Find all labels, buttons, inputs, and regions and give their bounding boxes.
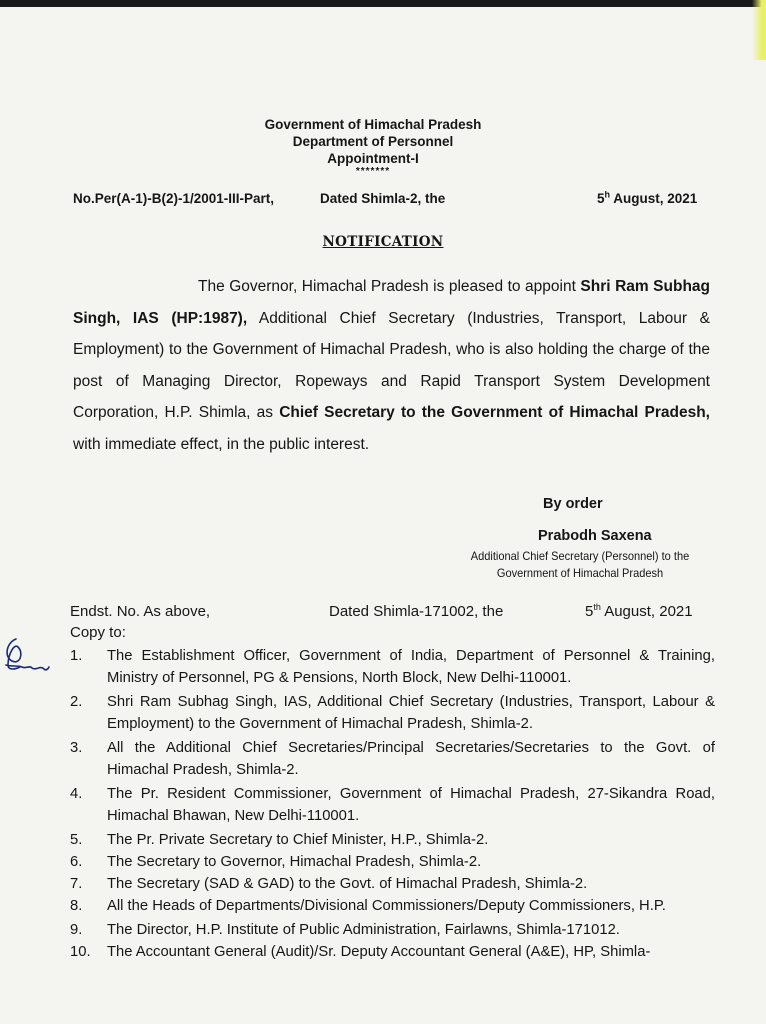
list-item — [70, 645, 715, 689]
list-item-number: 6. — [70, 854, 83, 870]
list-item-text: The Secretary to Governor, Himachal Pradesh, Shimla-2. — [107, 854, 482, 870]
signatory-name: Prabodh Saxena — [538, 528, 652, 544]
list-item-text: Shri Ram Subhag Singh, IAS, Additional Chief Secretary (Industries, Transport, Labour & Employment) to the Government of Himachal Pradesh, Shimla-2. — [107, 694, 715, 732]
endorsement-dated: Dated Shimla-171002, the — [329, 603, 504, 620]
letterhead — [200, 116, 546, 177]
list-item-text: All the Additional Chief Secretaries/Principal Secretaries/Secretaries to the Govt. of Himachal Pradesh, Shimla-2. — [107, 740, 715, 778]
list-item — [70, 919, 715, 941]
copy-to-label: Copy to: — [70, 624, 126, 641]
scan-edge — [0, 0, 766, 7]
list-item-number: 8. — [70, 898, 83, 914]
list-item-number: 5. — [70, 832, 83, 848]
list-item-text: The Secretary (SAD & GAD) to the Govt. of Himachal Pradesh, Shimla-2. — [107, 876, 588, 892]
by-order: By order — [543, 496, 603, 512]
highlight-mark — [752, 0, 766, 60]
govt-name: Government of Himachal Pradesh — [264, 117, 482, 132]
list-item — [70, 851, 715, 873]
list-item-text: The Director, H.P. Institute of Public Administration, Fairlawns, Shimla-171012. — [107, 922, 620, 938]
list-item-number: 10. — [70, 944, 91, 960]
list-item-text: The Pr. Resident Commissioner, Government of Himachal Pradesh, 27-Sikandra Road, Himachal Bhawan, New Delhi-110001. — [107, 786, 715, 824]
endorsement-date: 5th August, 2021 — [585, 602, 693, 620]
list-item — [70, 691, 715, 735]
list-item — [70, 895, 715, 917]
notification-body: The Governor, Himachal Pradesh is pleased to appoint Shri Ram Subhag Singh, IAS (HP:1987), Additional Chief Secretary (Industries, Transport, Labour & Employment) to the Government of Himachal Pradesh, who is also holding the charge of the post of Managing Director, Ropeways and Rapid Transport System Development Corporation, H.P. Shimla, as Chief Secretary to the Government of Himachal Pradesh, with immediate effect, in the public interest. — [73, 278, 711, 453]
list-item-number: 9. — [70, 922, 83, 938]
list-item-text: The Establishment Officer, Government of India, Department of Personnel & Training, Ministry of Personnel, PG & Pensions, North Block, New Delhi-110001. — [107, 648, 715, 686]
reference-number: No.Per(A-1)-B(2)-1/2001-III-Part, — [73, 191, 275, 206]
list-item-number: 1. — [70, 648, 83, 664]
initials-signature — [2, 635, 52, 680]
endorsement-number: Endst. No. As above, — [70, 603, 211, 620]
list-item — [70, 941, 715, 963]
reference-dated: Dated Shimla-2, the — [320, 191, 446, 206]
list-item-number: 3. — [70, 740, 83, 756]
reference-date: 5$^h$ August, 2021 — [597, 189, 698, 206]
list-item-text: All the Heads of Departments/Divisional Commissioners/Deputy Commissioners, H.P. — [107, 898, 666, 914]
list-item-number: 2. — [70, 694, 83, 710]
copy-to-list — [70, 645, 715, 963]
list-item — [70, 829, 715, 851]
list-item-number: 7. — [70, 876, 83, 892]
list-item — [70, 783, 715, 827]
section-name: Appointment-I — [327, 151, 419, 166]
stars-divider: ******* — [355, 166, 391, 177]
department-name: Department of Personnel — [292, 134, 454, 149]
list-item-text: The Accountant General (Audit)/Sr. Deputy Accountant General (A&E), HP, Shimla- — [107, 944, 651, 960]
list-item — [70, 737, 715, 781]
list-item-text: The Pr. Private Secretary to Chief Minister, H.P., Shimla-2. — [107, 832, 489, 848]
list-item-number: 4. — [70, 786, 83, 802]
signatory-designation: Additional Chief Secretary (Personnel) to the Government of Himachal Pradesh — [470, 549, 690, 580]
notification-heading: NOTIFICATION — [322, 234, 444, 250]
list-item — [70, 873, 715, 895]
